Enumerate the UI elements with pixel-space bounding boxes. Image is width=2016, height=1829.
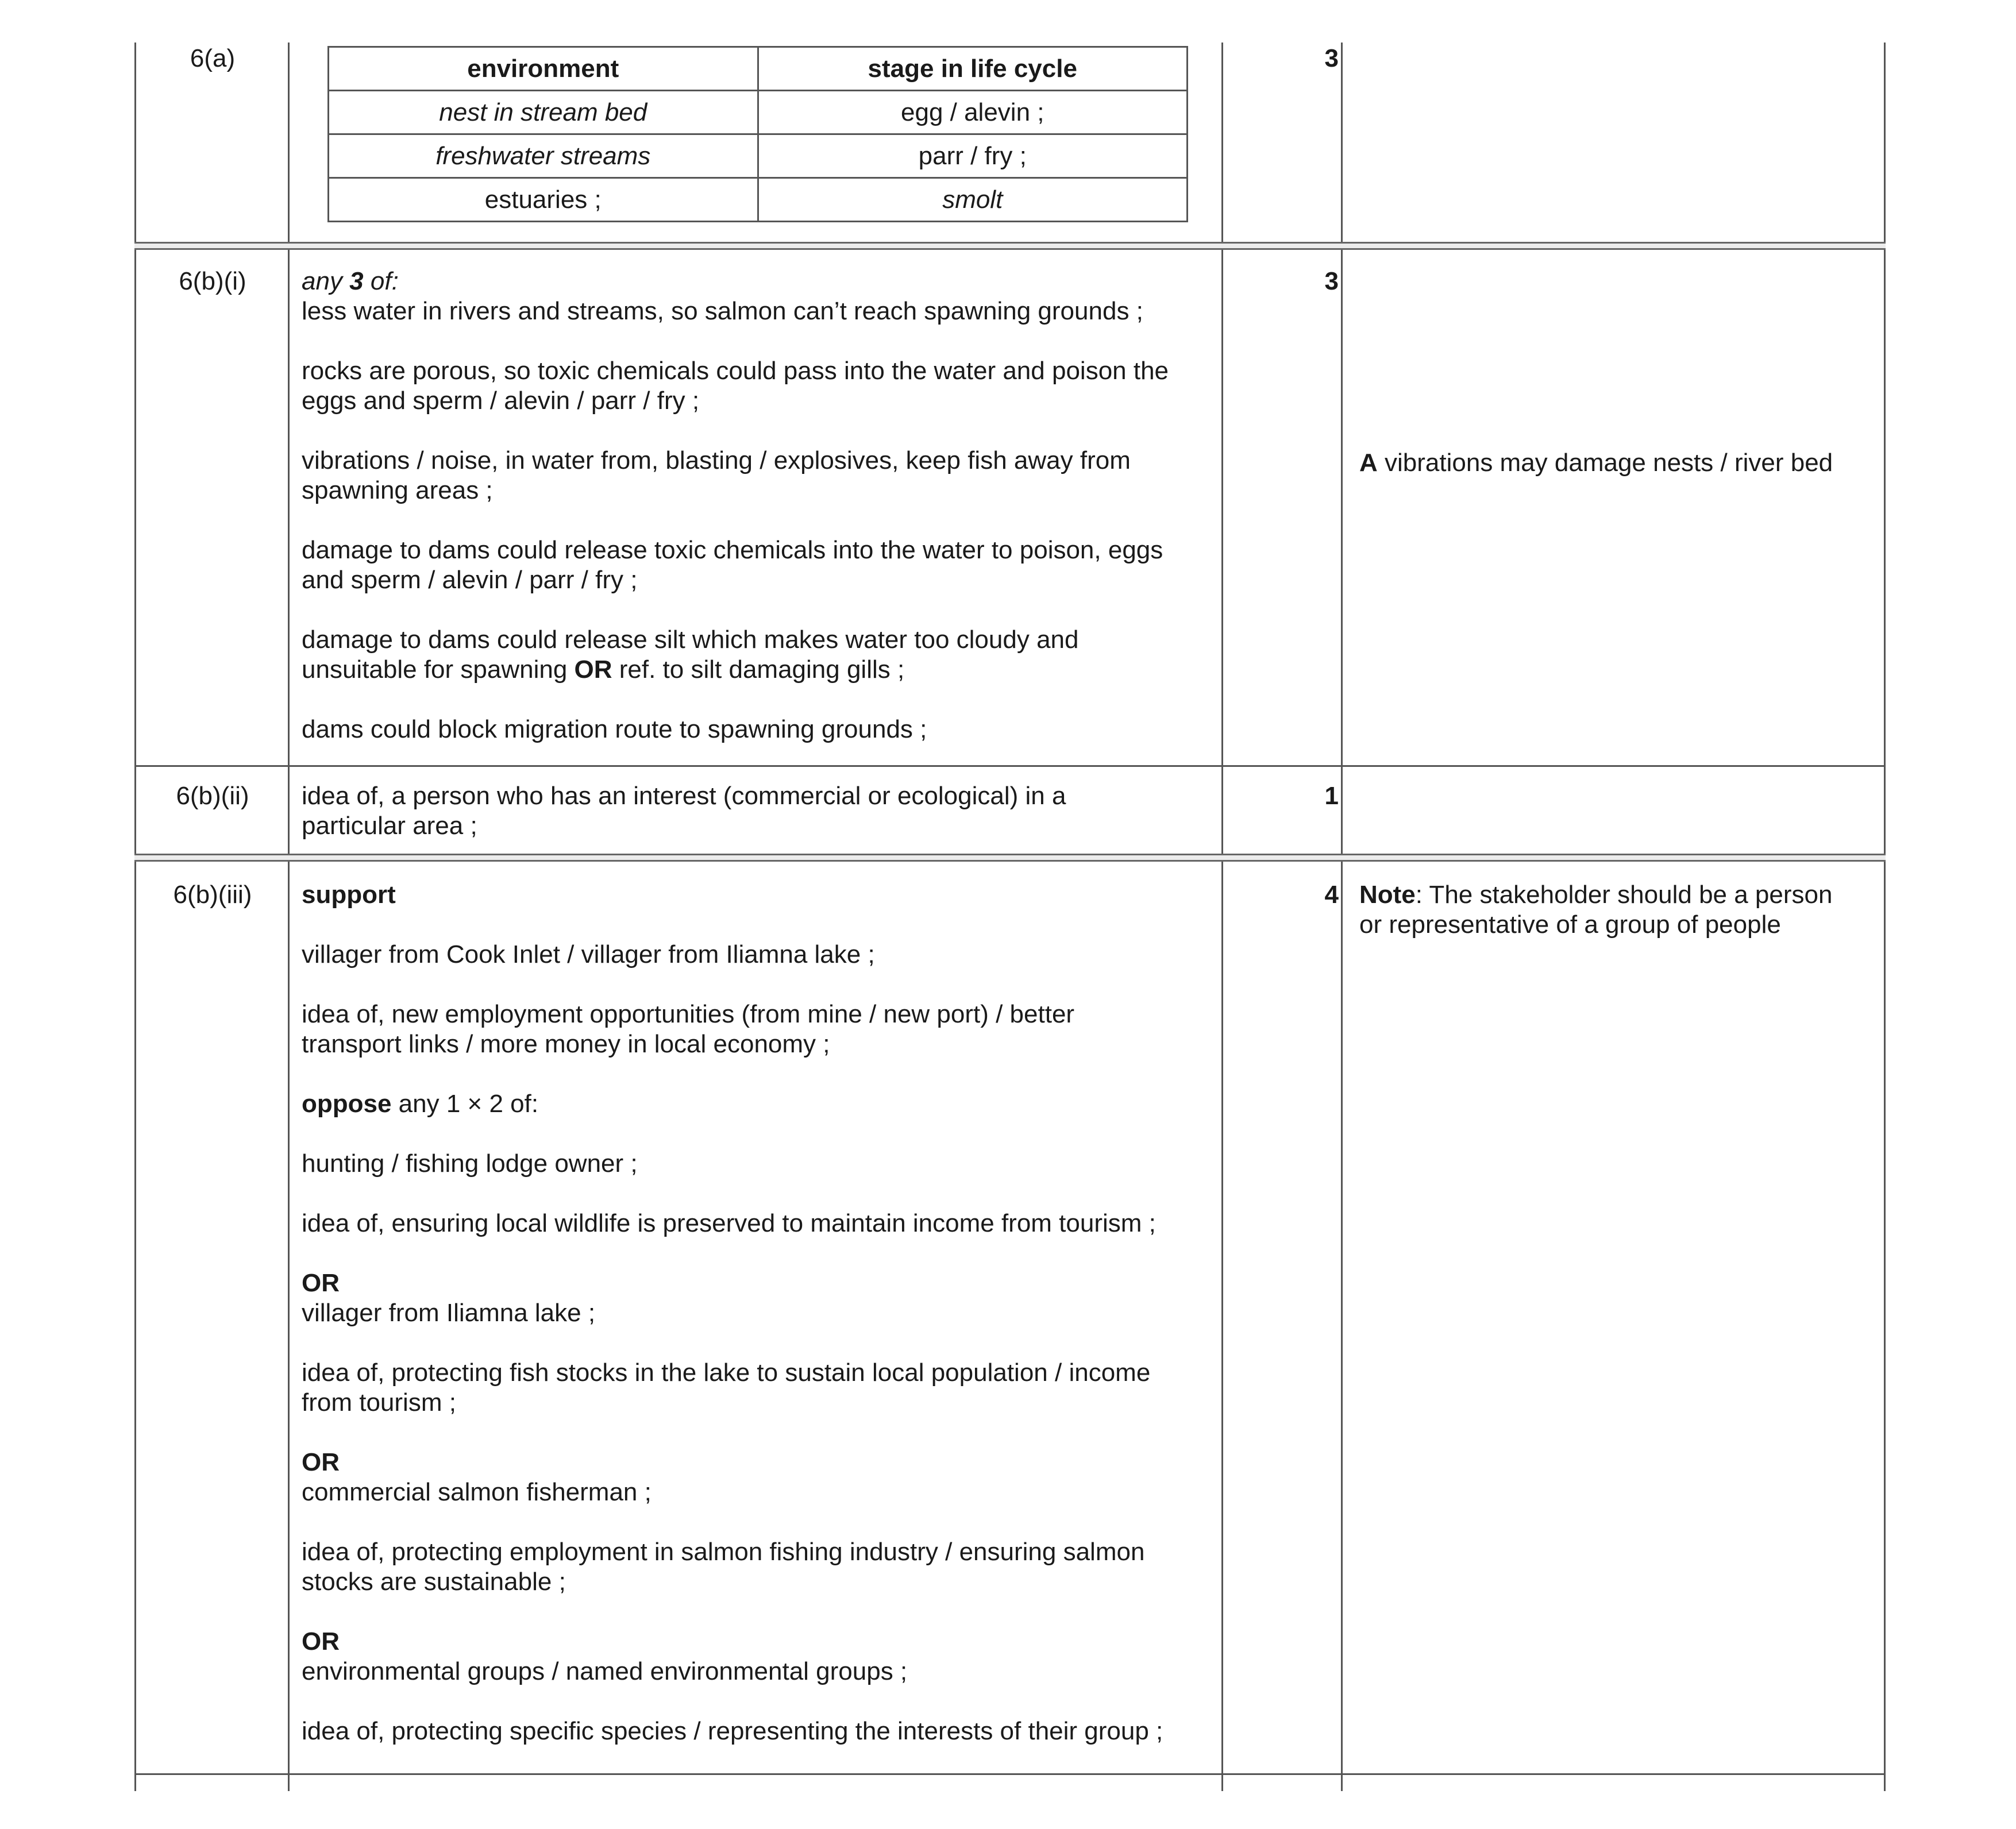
answer-6bi [302, 267, 1221, 744]
marks-value: 3 [1324, 267, 1339, 295]
table-header-stage: stage in life cycle [758, 47, 1188, 91]
column-divider-answer [288, 43, 290, 1791]
row-separator-double [134, 854, 1886, 862]
answer-point: unsuitable for spawning OR ref. to silt damaging gills ; [302, 655, 905, 684]
question-number: 6(b)(iii) [173, 881, 252, 909]
oppose-heading: oppose any 1 × 2 of: [302, 1090, 539, 1118]
life-cycle-table [327, 46, 1188, 222]
any-three-intro: any 3 of: [302, 267, 399, 295]
answer-point: rocks are porous, so toxic chemicals could pass into the water and poison the [302, 357, 1169, 385]
environment-cell: freshwater streams [329, 134, 758, 178]
marks-value: 4 [1324, 881, 1339, 909]
or-label: OR [302, 1627, 340, 1656]
stage-cell: parr / fry ; [758, 134, 1188, 178]
or-label: OR [302, 1448, 340, 1476]
answer-6biii: support villager from Cook Inlet / villager from Iliamna lake ; idea of, new employment opportunities (from mine / new port) / better transport links / more money in local economy ; oppose any 1 × 2 of: hunting / fishing lodge owner ; idea of, ensuring local wildlife is preserved to maintain income from tourism ; OR villager from Iliamna lake ; idea of, protecting fish stocks in the lake to sustain local population / income from tourism ; OR commercial salmon fisherman ; idea of, protecting employment in salmon fishing industry / ensuring salmon stocks are sustainable ; OR environmental groups / named environmental groups ; idea of, protecting specific species / representing the interests of their group ; [302, 880, 1221, 1746]
support-heading: support [302, 881, 396, 909]
environment-cell: nest in stream bed [329, 91, 758, 134]
row-separator [134, 765, 1886, 767]
answer-point: vibrations / noise, in water from, blasting / explosives, keep fish away from [302, 446, 1131, 474]
question-number: 6(b)(i) [179, 267, 246, 295]
guidance-6bi: A vibrations may damage nests / river bed [1359, 449, 1833, 477]
column-divider-guidance [1341, 43, 1343, 1791]
environment-cell: estuaries ; [329, 178, 758, 222]
table-border-left [134, 43, 136, 1791]
column-divider-marks [1221, 43, 1223, 1791]
stage-cell: smolt [758, 178, 1188, 222]
stage-cell: egg / alevin ; [758, 91, 1188, 134]
answer-6bii: idea of, a person who has an interest (commercial or ecological) in a particular area ; [302, 782, 1066, 840]
row-separator [134, 1773, 1886, 1775]
question-number: 6(b)(ii) [176, 782, 249, 810]
row-separator-double [134, 242, 1886, 250]
answer-point: eggs and sperm / alevin / parr / fry ; [302, 387, 700, 415]
answer-point: spawning areas ; [302, 476, 493, 504]
table-row [329, 91, 1188, 134]
table-row [329, 178, 1188, 222]
answer-point: damage to dams could release toxic chemicals into the water to poison, eggs [302, 536, 1163, 564]
answer-point: damage to dams could release silt which makes water too cloudy and [302, 626, 1079, 654]
table-header-environment: environment [329, 47, 758, 91]
marks-value: 1 [1324, 782, 1339, 810]
question-number: 6(a) [190, 44, 236, 72]
guidance-6biii: Note: The stakeholder should be a person or representative of a group of people [1359, 881, 1833, 939]
answer-point: dams could block migration route to spawning grounds ; [302, 715, 927, 743]
table-row [329, 134, 1188, 178]
marks-value: 3 [1324, 44, 1339, 72]
answer-point: and sperm / alevin / parr / fry ; [302, 566, 638, 594]
or-label: OR [302, 1269, 340, 1297]
answer-point: less water in rivers and streams, so salmon can’t reach spawning grounds ; [302, 297, 1143, 325]
